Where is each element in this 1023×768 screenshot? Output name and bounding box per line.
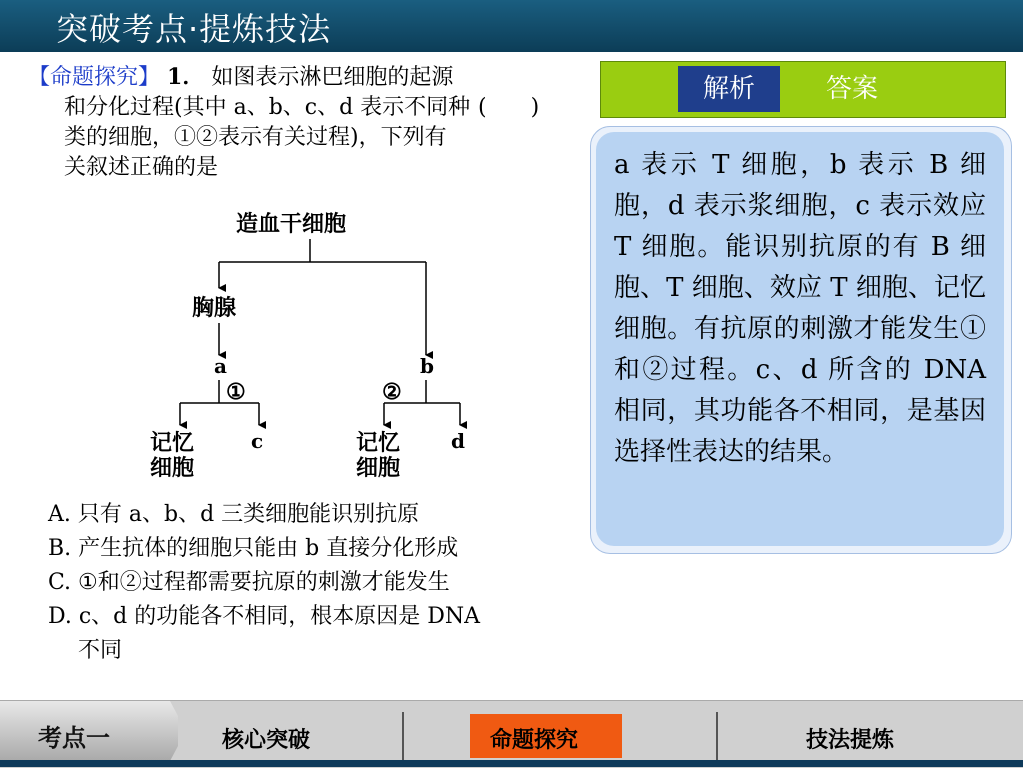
node-memory-right-line1: 记忆	[356, 430, 401, 456]
node-b: b	[420, 354, 434, 378]
node-thymus: 胸腺	[192, 295, 237, 321]
node-memory-left-line1: 记忆	[150, 430, 195, 456]
question-line-1: 如图表示淋巴细胞的起源	[211, 65, 454, 90]
page-title: 突破考点·提炼技法	[56, 10, 332, 48]
option-a[interactable]: A. 只有 a、b、d 三类细胞能识别抗原	[48, 502, 420, 527]
node-c: c	[251, 429, 264, 453]
question-line-4: 关叙述正确的是	[64, 155, 219, 180]
node-d: d	[451, 429, 465, 453]
question-line-2: 和分化过程(其中 a、b、c、d 表示不同种	[64, 95, 471, 120]
question-block	[28, 62, 573, 183]
node-memory-right-line2: 细胞	[356, 455, 401, 481]
nav-bottom-strip	[0, 760, 1023, 767]
nav-divider	[402, 712, 404, 760]
question-line-3: 类的细胞，①②表示有关过程)，下列有	[64, 125, 447, 150]
option-d-cont: 不同	[78, 638, 123, 663]
question-tag: 【命题探究】	[28, 65, 161, 90]
option-b[interactable]: B. 产生抗体的细胞只能由 b 直接分化形成	[48, 536, 459, 561]
question-number: 1．	[167, 64, 205, 90]
nav-mingti[interactable]: 命题探究	[490, 727, 579, 753]
option-d[interactable]: D. c、d 的功能各不相同，根本原因是 DNA	[48, 604, 481, 629]
tab-bar	[600, 61, 1006, 118]
node-memory-left-line2: 细胞	[150, 455, 195, 481]
nav-hexin[interactable]: 核心突破	[222, 727, 311, 753]
analysis-text: a 表示 T 细胞，b 表示 B 细胞，d 表示浆细胞，c 表示效应 T 细胞。能识别抗原的有 B 细胞、T 细胞、效应 T 细胞、记忆细胞。有抗原的刺激才能发生①和②过程。c、d 所含的 DNA 相同，其功能各不相同，是基因选择性表达的结果。	[614, 150, 986, 467]
node-a: a	[214, 354, 227, 378]
option-c[interactable]: C. ①和②过程都需要抗原的刺激才能发生	[48, 570, 450, 595]
nav-divider	[716, 712, 718, 760]
nav-kaodian-label: 考点一	[38, 723, 110, 752]
nav-jifa[interactable]: 技法提炼	[806, 727, 895, 753]
options-list	[48, 498, 480, 668]
process-2: ②	[382, 379, 402, 405]
tab-jiexi[interactable]: 解析	[678, 66, 780, 112]
process-1: ①	[226, 379, 246, 405]
tab-daan[interactable]: 答案	[825, 74, 878, 104]
node-hematopoietic-stem-cell: 造血干细胞	[236, 211, 347, 237]
lymphocyte-diagram	[140, 205, 480, 485]
answer-blank: ( )	[478, 95, 540, 120]
